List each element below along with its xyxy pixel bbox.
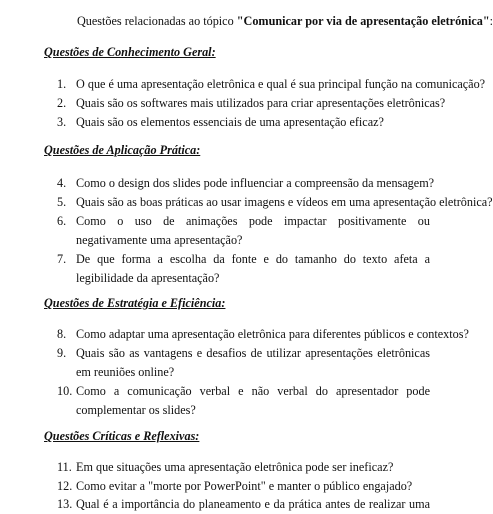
question-10: [57, 382, 430, 420]
question-text: Como adaptar uma apresentação eletrônica para diferentes públicos e contextos?: [76, 327, 469, 341]
question-number: 5.: [57, 195, 67, 209]
section-heading-strategy: Questões de Estratégia e Eficiência:: [44, 296, 226, 310]
question-text: De que forma a escolha da fonte e do tamanho do texto afeta a legibilidade da apresentação?: [76, 252, 430, 285]
question-2: [57, 94, 446, 113]
question-7: [57, 250, 430, 288]
section-heading-general: Questões de Conhecimento Geral:: [44, 45, 216, 59]
question-12: [57, 477, 430, 496]
question-number: 3.: [57, 115, 67, 129]
intro-topic: "Comunicar por via de apresentação eletrónica": [236, 14, 490, 28]
intro-prefix: Questões relacionadas ao tópico: [77, 14, 237, 28]
question-4: [57, 174, 435, 193]
section-heading-practical: Questões de Aplicação Prática:: [44, 143, 201, 157]
question-text: Quais são os softwares mais utilizados para criar apresentações eletrônicas?: [76, 96, 446, 110]
question-text: Qual é a importância do planeamento e da prática antes de realizar uma: [76, 497, 430, 511]
question-number: 6.: [57, 214, 67, 228]
question-number: 10.: [57, 384, 73, 398]
question-number: 8.: [57, 327, 67, 341]
question-number: 2.: [57, 96, 67, 110]
question-text: O que é uma apresentação eletrônica e qual é sua principal função na comunicação?: [76, 77, 486, 91]
question-number: 7.: [57, 252, 67, 266]
question-text: Como evitar a "morte por PowerPoint" e manter o público engajado?: [76, 479, 413, 493]
intro-line: [77, 14, 493, 29]
question-text: Quais são os elementos essenciais de uma apresentação eficaz?: [76, 115, 384, 129]
question-6: [57, 212, 430, 250]
question-13: [57, 495, 430, 514]
question-text: Como o uso de animações pode impactar positivamente ou negativamente uma apresentação?: [76, 214, 430, 247]
section-heading-critical: Questões Críticas e Reflexivas:: [44, 429, 200, 443]
question-3: [57, 113, 430, 132]
question-5: [57, 193, 493, 212]
question-number: 13.: [57, 497, 73, 511]
question-text: Como o design dos slides pode influenciar a compreensão da mensagem?: [76, 176, 435, 190]
question-text: Em que situações uma apresentação eletrônica pode ser ineficaz?: [76, 460, 394, 474]
question-text: Quais são as vantagens e desafios de utilizar apresentações eletrônicas em reuniões online?: [76, 346, 430, 379]
question-text: Quais são as boas práticas ao usar imagens e vídeos em uma apresentação eletrônica?: [76, 195, 493, 209]
question-text: Como a comunicação verbal e não verbal do apresentador pode complementar os slides?: [76, 384, 430, 417]
question-9: [57, 344, 430, 382]
question-number: 12.: [57, 479, 73, 493]
question-number: 11.: [57, 460, 72, 474]
question-number: 9.: [57, 346, 67, 360]
question-11: [57, 458, 430, 477]
intro-suffix: :: [489, 14, 493, 28]
question-number: 4.: [57, 176, 67, 190]
question-1: [57, 75, 486, 94]
question-8: [57, 325, 469, 344]
question-number: 1.: [57, 77, 67, 91]
